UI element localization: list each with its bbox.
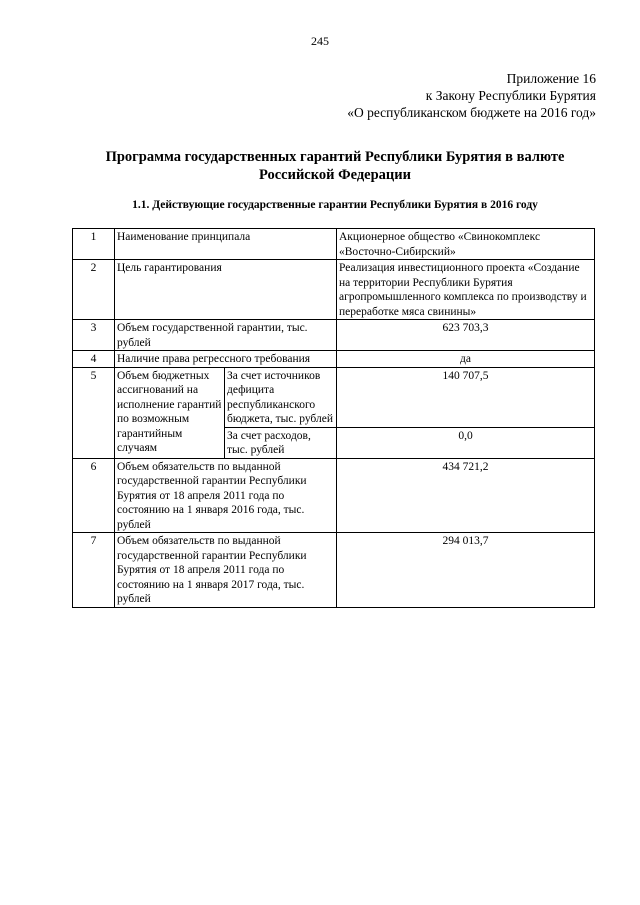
row-label: Объем бюджетных ассигнований на исполнение гарантий по возможным гарантийным случаям [115, 367, 225, 458]
row-value: 294 013,7 [337, 533, 595, 608]
appendix-header [347, 70, 596, 121]
row-value: 623 703,3 [337, 320, 595, 351]
row-number: 5 [73, 367, 115, 458]
row-label: Объем обязательств по выданной государственной гарантии Республики Бурятия от 18 апреля 2011 года по состоянию на 1 января 2017 года, тыс. рублей [115, 533, 337, 608]
row-value: 434 721,2 [337, 458, 595, 533]
row-number: 2 [73, 260, 115, 320]
row-number: 1 [73, 229, 115, 260]
row-value: да [337, 351, 595, 368]
table-row [73, 351, 595, 368]
appendix-line-3: «О республиканском бюджете на 2016 год» [347, 105, 596, 120]
table-row [73, 533, 595, 608]
row-label: Объем обязательств по выданной государственной гарантии Республики Бурятия от 18 апреля 2011 года по состоянию на 1 января 2016 года, тыс. рублей [115, 458, 337, 533]
row-value: 140 707,5 [337, 367, 595, 427]
row-label: Объем государственной гарантии, тыс. рублей [115, 320, 337, 351]
section-title: 1.1. Действующие государственные гарантии Республики Бурятия в 2016 году [132, 199, 538, 211]
table-row [73, 367, 595, 427]
row-value: 0,0 [337, 427, 595, 458]
row-number: 4 [73, 351, 115, 368]
table-row [73, 260, 595, 320]
row-number: 6 [73, 458, 115, 533]
appendix-line-2: к Закону Республики Бурятия [425, 88, 596, 103]
appendix-line-1: Приложение 16 [506, 71, 596, 86]
table-row [73, 229, 595, 260]
page-number: 245 [311, 34, 329, 48]
row-number: 3 [73, 320, 115, 351]
program-title: Программа государственных гарантий Республики Бурятия в валюте Российской Федерации [105, 149, 565, 183]
row-label: Наличие права регрессного требования [115, 351, 337, 368]
row-label: Цель гарантирования [115, 260, 337, 320]
guarantees-table [72, 228, 595, 608]
table-row [73, 320, 595, 351]
row-sublabel: За счет расходов, тыс. рублей [225, 427, 337, 458]
row-value: Реализация инвестиционного проекта «Создание на территории Республики Бурятия агропромышленного комплекса по производству и переработке мяса свинины» [337, 260, 595, 320]
row-number: 7 [73, 533, 115, 608]
table-row [73, 458, 595, 533]
row-label: Наименование принципала [115, 229, 337, 260]
row-value: Акционерное общество «Свинокомплекс «Восточно-Сибирский» [337, 229, 595, 260]
row-sublabel: За счет источников дефицита республиканского бюджета, тыс. рублей [225, 367, 337, 427]
